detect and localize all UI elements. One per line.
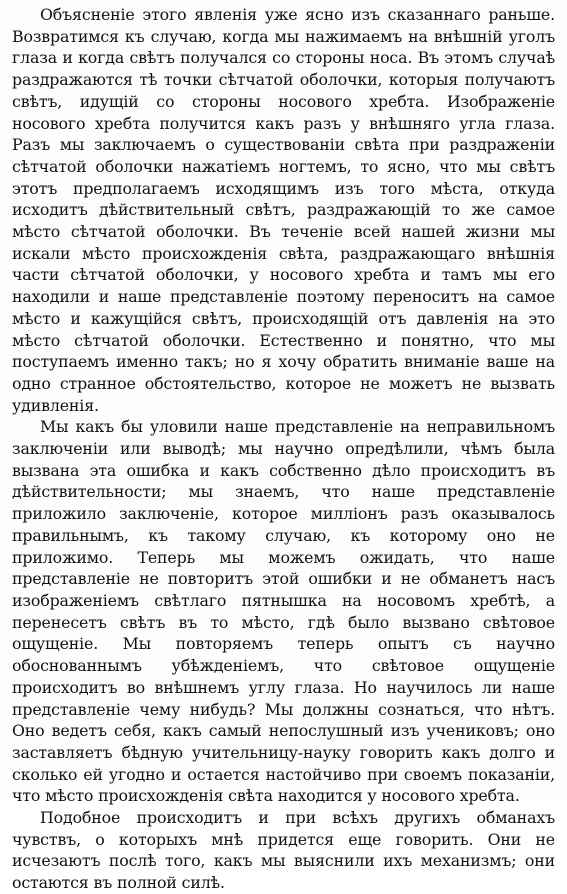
paragraph-1: Объясненіе этого явленія уже ясно изъ сказаннаго раньше. Возвратимся къ случаю, когда мы нажимаемъ на внѣшній уголъ глаза и когда свѣтъ получался со стороны носа. Въ этомъ случаѣ раздражаются тѣ точки сѣтчатой оболочки, которыя получаютъ свѣтъ, идущій со стороны носового хребта. Изображеніе носового хребта получится какъ разъ у внѣшняго угла глаза. Разъ мы заключаемъ о существованіи свѣта при раздраженіи сѣтчатой оболочки нажатіемъ ногтемъ, то ясно, что мы свѣтъ этотъ предполагаемъ исходящимъ изъ того мѣста, откуда исходитъ дѣйствительный свѣтъ, раздражающій то же самое мѣсто сѣтчатой оболочки. Въ теченіе всей нашей жизни мы искали мѣсто происхожденія свѣта, раздражающаго внѣшнія части сѣтчатой оболочки, у носового хребта и тамъ мы его находили и наше представленіе поэтому переноситъ на самое мѣсто и кажущійся свѣтъ, происходящій отъ давленія на это мѣсто сѣтчатой оболочки. Естественно и понятно, что мы поступаемъ именно такъ; но я хочу обратить вниманіе ваше на одно странное обстоятельство, которое не можетъ не вызвать удивленія. bbox=[12, 5, 555, 415]
paragraph-3: Подобное происходитъ и при всѣхъ другихъ обманахъ чувствъ, о которыхъ мнѣ придется еще говорить. Они не исчезаютъ послѣ того, какъ мы выяснили ихъ механизмъ; они остаются въ полной силѣ. bbox=[12, 808, 555, 893]
paragraph-2: Мы какъ бы уловили наше представленіе на неправильномъ заключеніи или выводѣ; мы научно опредѣлили, чѣмъ была вызвана эта ошибка и какъ собственно дѣло происходитъ въ дѣйствительности; мы знаемъ, что наше представленіе приложило заключеніе, которое милліонъ разъ оказывалось правильнымъ, къ такому случаю, къ которому оно не приложимо. Теперь мы можемъ ожидать, что наше представленіе не повторитъ этой ошибки и не обманетъ насъ изображеніемъ свѣтлаго пятнышка на носовомъ хребтѣ, а перенесетъ свѣтъ въ то мѣсто, гдѣ было вызвано свѣтовое ощущеніе. Мы повторяемъ теперь опытъ съ научно обоснованнымъ убѣжденіемъ, что свѣтовое ощущеніе происходитъ во внѣшнемъ углу глаза. Но научилось ли наше представленіе чему нибудь? Мы должны сознаться, что нѣтъ. Оно ведетъ себя, какъ самый непослушный изъ учениковъ; оно заставляетъ бѣдную учительницу-науку говорить какъ долго и сколько ей угодно и остается настойчиво при своемъ показаніи, что мѣсто происхожденія свѣта находится у носового хребта. bbox=[12, 417, 555, 806]
body-text bbox=[12, 4, 555, 894]
